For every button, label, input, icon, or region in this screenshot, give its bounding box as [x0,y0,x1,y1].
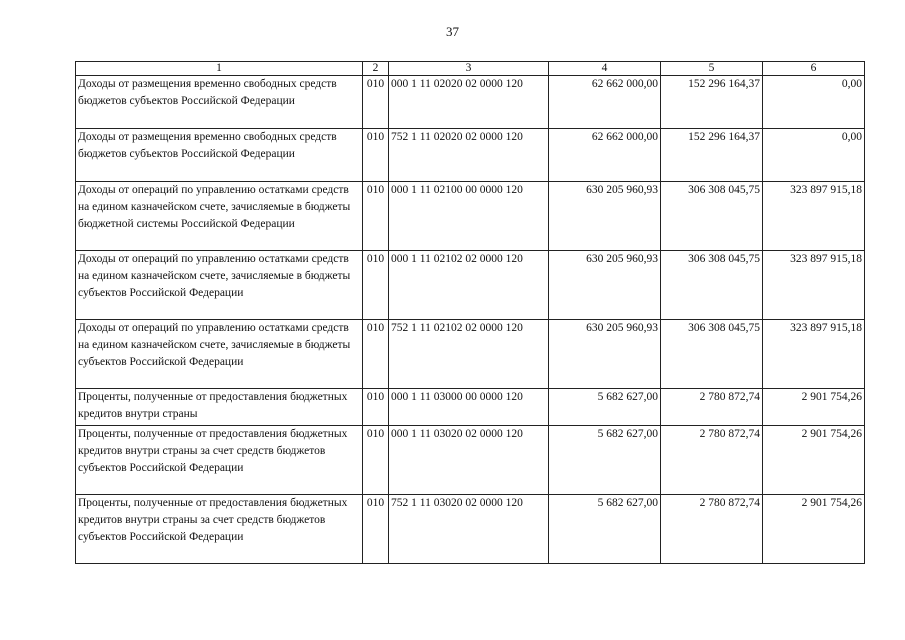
row-description: Доходы от операций по управлению остатками средств на едином казначейском счете, зачисляемые в бюджеты бюджетной системы Российской Федерации [76,182,363,251]
row-value-col4: 5 682 627,00 [549,426,661,495]
row-value-col4: 5 682 627,00 [549,389,661,426]
column-header: 6 [763,62,865,76]
column-header: 4 [549,62,661,76]
row-value-col4: 630 205 960,93 [549,251,661,320]
table-row [76,320,865,389]
row-description: Проценты, полученные от предоставления бюджетных кредитов внутри страны за счет средств бюджетов субъектов Российской Федерации [76,495,363,564]
row-admin-code: 010 [363,426,389,495]
page-number: 37 [446,24,459,39]
row-description: Доходы от операций по управлению остатками средств на едином казначейском счете, зачисляемые в бюджеты субъектов Российской Федерации [76,251,363,320]
row-admin-code: 010 [363,76,389,129]
table-row [76,426,865,495]
row-value-col5: 152 296 164,37 [661,129,763,182]
row-budget-code: 752 1 11 02102 02 0000 120 [389,320,549,389]
row-value-col5: 306 308 045,75 [661,251,763,320]
row-value-col5: 2 780 872,74 [661,389,763,426]
table-row [76,495,865,564]
row-value-col6: 323 897 915,18 [763,320,865,389]
row-budget-code: 000 1 11 02100 00 0000 120 [389,182,549,251]
row-value-col5: 2 780 872,74 [661,426,763,495]
row-value-col4: 5 682 627,00 [549,495,661,564]
row-budget-code: 000 1 11 02102 02 0000 120 [389,251,549,320]
row-budget-code: 000 1 11 03000 00 0000 120 [389,389,549,426]
row-description: Доходы от операций по управлению остатками средств на едином казначейском счете, зачисляемые в бюджеты субъектов Российской Федерации [76,320,363,389]
row-value-col5: 306 308 045,75 [661,182,763,251]
row-value-col5: 2 780 872,74 [661,495,763,564]
row-value-col6: 323 897 915,18 [763,251,865,320]
column-header: 1 [76,62,363,76]
row-budget-code: 000 1 11 03020 02 0000 120 [389,426,549,495]
table-row [76,182,865,251]
table-row [76,389,865,426]
row-budget-code: 752 1 11 02020 02 0000 120 [389,129,549,182]
row-value-col6: 2 901 754,26 [763,426,865,495]
row-description: Доходы от размещения временно свободных средств бюджетов субъектов Российской Федерации [76,129,363,182]
row-description: Доходы от размещения временно свободных средств бюджетов субъектов Российской Федерации [76,76,363,129]
row-value-col4: 62 662 000,00 [549,129,661,182]
row-value-col6: 2 901 754,26 [763,495,865,564]
row-value-col6: 0,00 [763,76,865,129]
table-header-row [76,62,865,76]
row-admin-code: 010 [363,251,389,320]
column-header: 2 [363,62,389,76]
row-description: Проценты, полученные от предоставления бюджетных кредитов внутри страны [76,389,363,426]
budget-table [75,61,865,564]
row-value-col5: 152 296 164,37 [661,76,763,129]
table-row [76,76,865,129]
row-admin-code: 010 [363,495,389,564]
row-value-col6: 0,00 [763,129,865,182]
row-value-col4: 630 205 960,93 [549,320,661,389]
column-header: 3 [389,62,549,76]
row-value-col6: 323 897 915,18 [763,182,865,251]
row-value-col6: 2 901 754,26 [763,389,865,426]
row-admin-code: 010 [363,389,389,426]
row-budget-code: 000 1 11 02020 02 0000 120 [389,76,549,129]
column-header: 5 [661,62,763,76]
table-row [76,129,865,182]
row-value-col4: 630 205 960,93 [549,182,661,251]
table-row [76,251,865,320]
row-budget-code: 752 1 11 03020 02 0000 120 [389,495,549,564]
row-description: Проценты, полученные от предоставления бюджетных кредитов внутри страны за счет средств бюджетов субъектов Российской Федерации [76,426,363,495]
row-value-col4: 62 662 000,00 [549,76,661,129]
row-admin-code: 010 [363,320,389,389]
row-admin-code: 010 [363,129,389,182]
row-admin-code: 010 [363,182,389,251]
row-value-col5: 306 308 045,75 [661,320,763,389]
